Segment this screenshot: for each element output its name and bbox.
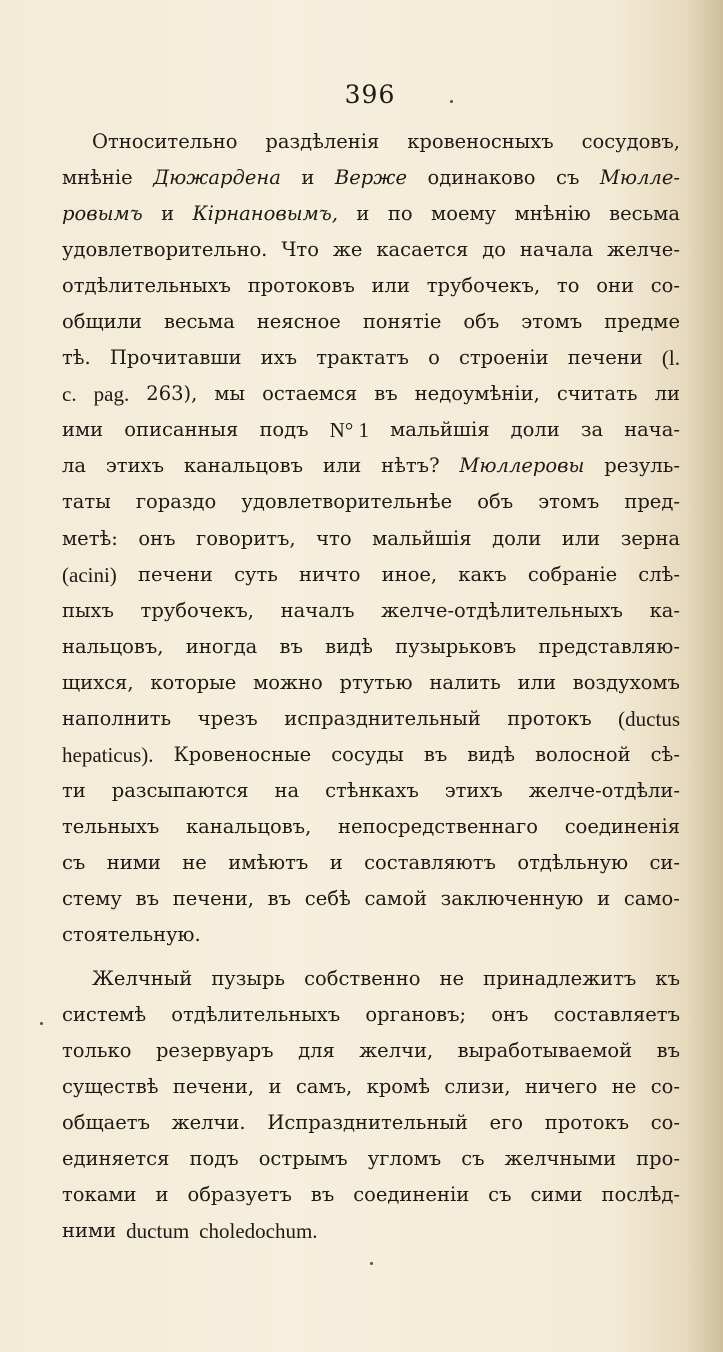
word: pag. [93, 382, 130, 407]
word: моему [431, 202, 497, 226]
word: непосредственнаго [337, 814, 539, 838]
word: и [268, 1075, 282, 1099]
word: трубочекъ, [140, 598, 254, 622]
word: за [580, 418, 604, 442]
word: считать [556, 382, 638, 406]
word: угломъ [367, 1147, 442, 1171]
word: ничего [524, 1075, 598, 1099]
word: кромѣ [366, 1075, 430, 1099]
text-line [62, 1033, 680, 1069]
word: объ [463, 310, 500, 334]
word: трубочекъ, [426, 274, 541, 298]
word: choledochum. [199, 1219, 318, 1244]
word: со- [650, 1111, 680, 1135]
ink-speck [40, 1022, 43, 1025]
word: подъ [189, 1147, 239, 1171]
word: желче- [607, 238, 680, 262]
word: самой [364, 886, 427, 910]
word: щихся, [62, 670, 134, 694]
word: испразднительный [284, 706, 481, 730]
word: метѣ: [62, 526, 118, 550]
word: какъ [458, 562, 507, 586]
paragraph-gap [62, 953, 680, 961]
text-line [62, 701, 680, 737]
word: весьма [163, 310, 235, 334]
ink-speck [370, 1262, 373, 1265]
word: или [371, 274, 410, 298]
word: до [482, 238, 506, 262]
word: (acini) [62, 562, 117, 587]
word: этомъ [521, 310, 583, 334]
word: желчи, [359, 1039, 434, 1063]
word: видѣ [467, 742, 516, 766]
word: этихъ [444, 778, 503, 802]
word: по [387, 202, 413, 226]
word: сосудовъ, [581, 130, 680, 153]
word: и [597, 886, 611, 910]
word: гораздо [135, 490, 217, 514]
word: канальцовъ [183, 454, 303, 478]
word: въ [374, 382, 398, 406]
word: касается [376, 238, 469, 262]
word: печени, [172, 1075, 255, 1099]
word: слизи, [444, 1075, 511, 1099]
word: острымъ [258, 1147, 348, 1171]
word: можно [253, 670, 323, 694]
text-line [62, 1141, 680, 1177]
word: со- [650, 1075, 680, 1099]
word: печени, [172, 886, 254, 910]
word: желчи. [171, 1111, 246, 1135]
text-line [62, 448, 680, 484]
word: начала [519, 238, 594, 262]
text-line [62, 809, 680, 845]
word: ними [62, 1219, 117, 1243]
word: съ [488, 1183, 512, 1207]
word: стоятельную. [62, 923, 201, 947]
word: въ [656, 1039, 680, 1063]
word: принадлежитъ [483, 967, 637, 991]
word: для [298, 1039, 335, 1063]
word: то [556, 274, 580, 298]
word: (l. [661, 346, 680, 371]
text-line [62, 521, 680, 557]
text-line [62, 557, 680, 593]
word: Мюллеровы [459, 454, 585, 478]
word: составляютъ [364, 850, 496, 874]
word: Мюлле- [599, 166, 680, 190]
word: удовлетворительно. [62, 238, 268, 262]
word: представляю- [538, 634, 680, 658]
word: существѣ [62, 1075, 159, 1099]
text-line [62, 1105, 680, 1141]
word: и [356, 202, 370, 226]
word: Дюжардена [153, 166, 281, 190]
word: о [428, 346, 440, 370]
word: предме [604, 310, 680, 334]
word: зерна [620, 526, 680, 550]
word: чрезъ [197, 706, 258, 730]
word: началъ [280, 598, 355, 622]
word: протоковъ [247, 274, 355, 298]
word: отдѣльную [517, 850, 629, 874]
word: ровымъ [62, 202, 143, 226]
word: ничто [299, 562, 361, 586]
word: нальцовъ, [62, 634, 164, 658]
word: Что [281, 238, 319, 262]
ink-speck [450, 100, 453, 103]
word: Желчный [92, 967, 193, 991]
word: сѣ- [650, 742, 680, 766]
word: этомъ [538, 490, 600, 514]
word: сими [530, 1183, 583, 1207]
text-line [62, 665, 680, 701]
word: протокъ [544, 1111, 630, 1135]
word: суть [234, 562, 278, 586]
word: слѣ- [638, 562, 680, 586]
word: раздѣленія [265, 130, 380, 153]
word: собственно [304, 967, 421, 991]
word: общаетъ [62, 1111, 150, 1135]
body-text [62, 124, 680, 1249]
word: доли [510, 418, 560, 442]
word: нѣтъ? [381, 454, 440, 478]
word: сосуды [331, 742, 404, 766]
word: ла [62, 454, 87, 478]
word: одинаково [427, 166, 536, 190]
word: стему [62, 886, 122, 910]
word: ими [62, 418, 104, 442]
word: N° 1 [329, 418, 369, 443]
word: Испразднительный [267, 1111, 468, 1135]
word: мальйшія [390, 418, 490, 442]
word: Кровеносные [173, 742, 312, 766]
word: или [517, 670, 556, 694]
word: про- [636, 1147, 680, 1171]
word: единяется [62, 1147, 170, 1171]
text-line [62, 484, 680, 520]
text-line [62, 304, 680, 340]
word: его [489, 1111, 524, 1135]
word: и [329, 850, 343, 874]
word: составляетъ [553, 1003, 680, 1027]
text-line [62, 1177, 680, 1213]
text-line [62, 881, 680, 917]
word: этихъ [105, 454, 165, 478]
word: къ [655, 967, 680, 991]
word: только [62, 1039, 132, 1063]
word: наполнить [62, 706, 172, 730]
word: послѣд- [601, 1183, 680, 1207]
word: протокъ [507, 706, 592, 730]
word: остаемся [262, 382, 358, 406]
word: канальцовъ, [185, 814, 312, 838]
text-line [62, 629, 680, 665]
word: и [155, 1183, 169, 1207]
text-line [62, 268, 680, 304]
word: отдѣлительныхъ [171, 1003, 341, 1027]
word: или [561, 526, 601, 550]
word: волосной [535, 742, 631, 766]
word: мнѣнію [514, 202, 591, 226]
word: удовлетворительнѣе [241, 490, 453, 514]
word: Прочитавши [109, 346, 242, 370]
word: таты [62, 490, 111, 514]
word: весьма [609, 202, 680, 226]
word: нача- [624, 418, 680, 442]
word: c. [62, 382, 77, 407]
word: 263), [146, 382, 198, 406]
word: желче-отдѣлительныхъ [381, 598, 623, 622]
word: заключенную [440, 886, 584, 910]
word: самъ, [295, 1075, 353, 1099]
text-line [62, 124, 680, 160]
text-line [62, 1213, 680, 1249]
word: Кірнановымъ, [192, 202, 338, 226]
word: системѣ [62, 1003, 147, 1027]
word: резуль- [604, 454, 680, 478]
word: мы [214, 382, 246, 406]
text-line [62, 340, 680, 376]
word: пузырь [211, 967, 286, 991]
word: печени [137, 562, 213, 586]
word: въ [267, 886, 292, 910]
word: съ [62, 850, 86, 874]
word: (ductus [618, 706, 680, 731]
word: иное, [381, 562, 438, 586]
word: ртутью [339, 670, 413, 694]
word: пузырьковъ [395, 634, 517, 658]
word: на [274, 778, 300, 802]
word: мнѣніе [62, 166, 133, 190]
word: доли [492, 526, 542, 550]
word: ли [654, 382, 680, 406]
word: иногда [185, 634, 258, 658]
word: пыхъ [62, 598, 114, 622]
text-line [62, 593, 680, 629]
word: Верже [334, 166, 407, 190]
word: не [182, 850, 207, 874]
word: въ [310, 1183, 335, 1207]
word: желчными [504, 1147, 617, 1171]
word: онъ [491, 1003, 529, 1027]
word: стѣнкахъ [325, 778, 419, 802]
word: и [161, 202, 175, 226]
word: себѣ [304, 886, 351, 910]
text-line [62, 917, 680, 953]
text-line [62, 1069, 680, 1105]
word: само- [623, 886, 680, 910]
word: не [439, 967, 465, 991]
text-line [62, 997, 680, 1033]
page-number: 396 [344, 80, 396, 109]
text-line [62, 737, 680, 773]
word: тельныхъ [62, 814, 160, 838]
text-line [62, 196, 680, 232]
word: описанныя [124, 418, 239, 442]
text-line [62, 961, 680, 997]
word: и [301, 166, 315, 190]
text-line [62, 412, 680, 448]
word: говоритъ, [196, 526, 296, 550]
word: они [596, 274, 634, 298]
word: неясное [256, 310, 341, 334]
text-line [62, 773, 680, 809]
word: же [332, 238, 363, 262]
word: въ [279, 634, 303, 658]
word: желче-отдѣли- [528, 778, 680, 802]
word: что [316, 526, 352, 550]
word: недоумѣніи, [414, 382, 540, 406]
word: си- [649, 850, 680, 874]
text-line [62, 376, 680, 412]
word: тѣ. [62, 346, 91, 370]
word: ductum [126, 1219, 190, 1244]
word: подъ [259, 418, 309, 442]
word: собраніе [527, 562, 618, 586]
word: со- [650, 274, 680, 298]
word: отдѣлительныхъ [62, 274, 231, 298]
text-line [62, 845, 680, 881]
text-line [62, 160, 680, 196]
word: Относительно [92, 130, 238, 153]
word: понятіе [362, 310, 442, 334]
word: строеніи [458, 346, 549, 370]
word: съ [556, 166, 580, 190]
word: или [322, 454, 362, 478]
word: пред- [624, 490, 680, 514]
word: онъ [138, 526, 176, 550]
word: соединеніи [353, 1183, 470, 1207]
word: мальйшія [372, 526, 472, 550]
word: выработываемой [457, 1039, 633, 1063]
word: разсыпаются [111, 778, 249, 802]
word: ти [62, 778, 86, 802]
word: образуетъ [187, 1183, 292, 1207]
word: въ [423, 742, 448, 766]
word: кровеносныхъ [407, 130, 554, 153]
word: общили [62, 310, 142, 334]
word: ка- [649, 598, 680, 622]
word: налить [429, 670, 501, 694]
word: имѣютъ [228, 850, 309, 874]
word: объ [477, 490, 514, 514]
word: печени [567, 346, 643, 370]
word: соединенія [564, 814, 680, 838]
word: ними [106, 850, 161, 874]
word: въ [135, 886, 160, 910]
word: не [611, 1075, 637, 1099]
word: резервуаръ [155, 1039, 274, 1063]
word: видѣ [325, 634, 373, 658]
word: токами [62, 1183, 137, 1207]
word: воздухомъ [572, 670, 680, 694]
word: трактатъ [316, 346, 409, 370]
word: съ [461, 1147, 485, 1171]
word: органовъ; [365, 1003, 467, 1027]
word: hepaticus). [62, 742, 154, 767]
text-line [62, 232, 680, 268]
word: ихъ [260, 346, 298, 370]
word: которые [150, 670, 237, 694]
